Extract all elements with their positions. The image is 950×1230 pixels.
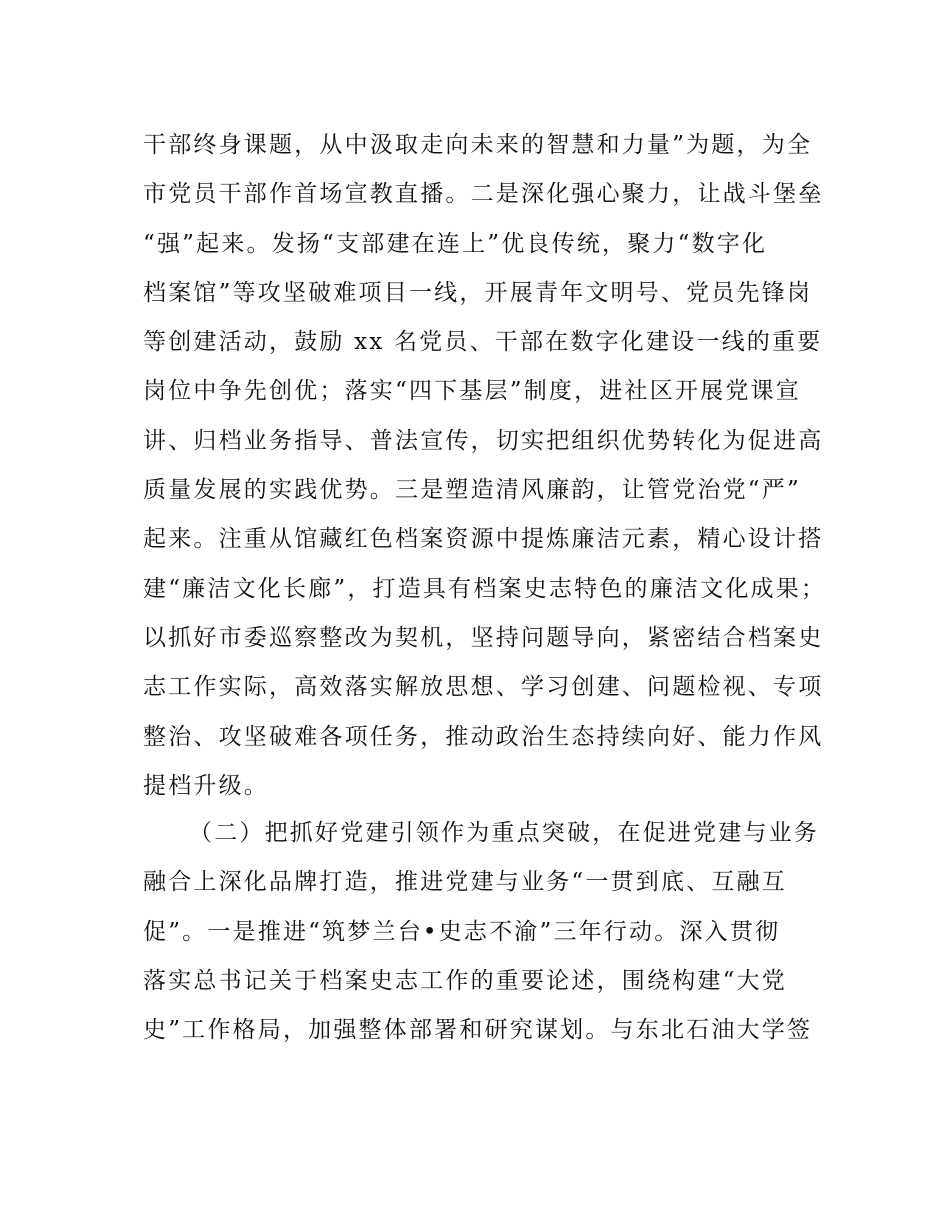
text-line: 整治、攻坚破难各项任务，推动政治生态持续向好、能力作风 <box>143 723 824 750</box>
text-line: 以抓好市委巡察整改为契机，坚持问题导向，紧密结合档案史 <box>143 624 824 651</box>
text-line: 岗位中争先创优；落实“四下基层”制度，进社区开展党课宣 <box>143 378 801 405</box>
text-line: 落实总书记关于档案史志工作的重要论述，围绕构建“大党 <box>143 967 787 994</box>
text-line: 讲、归档业务指导、普法宣传，切实把组织优势转化为促进高 <box>143 427 824 454</box>
paragraph-party-building-continued <box>143 121 827 811</box>
text-line: 提档升级。 <box>143 772 269 799</box>
text-line: 市党员干部作首场宣教直播。二是深化强心聚力，让战斗堡垒 <box>143 181 824 208</box>
text-line: 等创建活动，鼓励 xx 名党员、干部在数字化建设一线的重要 <box>143 329 823 356</box>
text-line: 起来。注重从馆藏红色档案资源中提炼廉洁元素，精心设计搭 <box>143 526 824 553</box>
paragraph-section-two <box>143 809 823 1055</box>
text-line: 质量发展的实践优势。三是塑造清风廉韵，让管党治党“严” <box>143 477 801 504</box>
text-line: “强”起来。发扬“支部建在连上”优良传统，聚力“数字化 <box>143 230 768 257</box>
text-line: 融合上深化品牌打造，推进党建与业务“一贯到底、互融互 <box>143 869 787 896</box>
text-line: 志工作实际，高效落实解放思想、学习创建、问题检视、专项 <box>143 674 824 701</box>
text-line-indented: （二）把抓好党建引领作为重点突破，在促进党建与业务 <box>189 820 819 846</box>
text-line: 档案馆”等攻坚破难项目一线，开展青年文明号、党员先锋岗 <box>143 279 813 306</box>
text-line: 促”。一是推进“筑梦兰台•史志不渝”三年行动。深入贯彻 <box>143 918 781 945</box>
text-line: 史”工作格局，加强整体部署和研究谋划。与东北石油大学签 <box>143 1017 813 1044</box>
text-line: 干部终身课题，从中汲取走向未来的智慧和力量”为题，为全 <box>143 132 813 158</box>
text-line: 建“廉洁文化长廊”，打造具有档案史志特色的廉洁文化成果； <box>143 575 827 602</box>
